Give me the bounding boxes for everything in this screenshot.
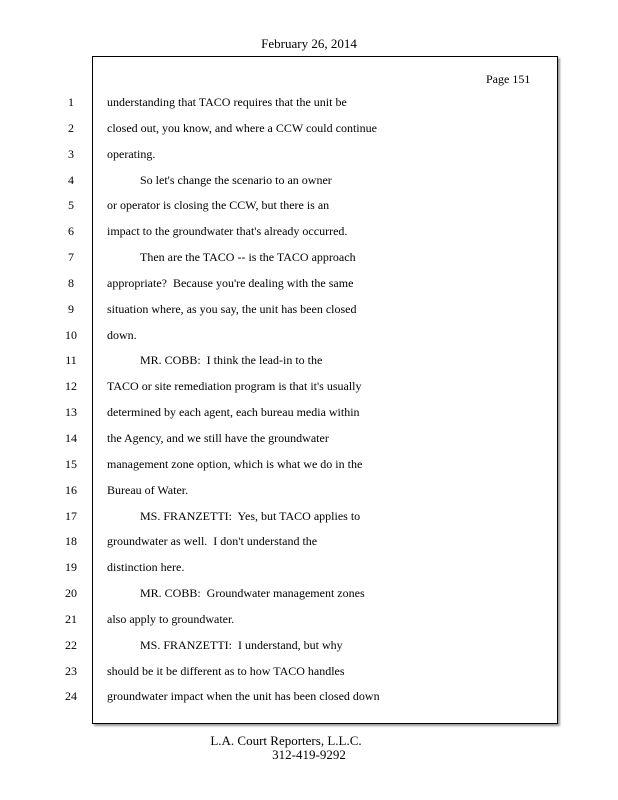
line-number: 2 xyxy=(68,120,74,135)
line-number: 4 xyxy=(68,172,74,187)
line-number: 12 xyxy=(65,379,77,394)
line-number: 3 xyxy=(68,146,74,161)
line-number: 18 xyxy=(65,534,77,549)
transcript-line: Bureau of Water. xyxy=(107,482,189,497)
transcript-line: MR. COBB: Groundwater management zones xyxy=(140,586,365,601)
line-number: 11 xyxy=(65,353,77,368)
transcript-line: or operator is closing the CCW, but there is an xyxy=(107,198,330,213)
line-number: 19 xyxy=(65,560,77,575)
transcript-text xyxy=(107,94,547,714)
footer-company: L.A. Court Reporters, L.L.C. xyxy=(210,733,362,748)
transcript-line: the Agency, and we still have the groundwater xyxy=(107,430,329,445)
line-number: 21 xyxy=(65,611,77,626)
page-number: Page 151 xyxy=(486,72,531,86)
footer-phone: 312-419-9292 xyxy=(272,747,346,762)
line-number: 23 xyxy=(65,663,77,678)
line-number: 15 xyxy=(65,456,77,471)
transcript-line: MS. FRANZETTI: Yes, but TACO applies to xyxy=(140,508,361,523)
line-number: 1 xyxy=(68,95,74,109)
transcript-line: understanding that TACO requires that the unit be xyxy=(107,95,347,109)
transcript-line: MR. COBB: I think the lead-in to the xyxy=(140,353,323,368)
line-number: 5 xyxy=(68,198,74,213)
line-number: 10 xyxy=(65,327,77,342)
transcript-line: operating. xyxy=(107,146,156,161)
line-number: 8 xyxy=(68,275,74,290)
transcript-line: closed out, you know, and where a CCW could continue xyxy=(107,120,377,135)
transcript-line: management zone option, which is what we do in the xyxy=(107,456,363,471)
transcript-line: impact to the groundwater that's already occurred. xyxy=(107,224,348,239)
transcript-line: MS. FRANZETTI: I understand, but why xyxy=(140,637,343,652)
transcript-line: So let's change the scenario to an owner xyxy=(140,172,332,187)
line-number: 14 xyxy=(65,430,77,445)
transcript-line: down. xyxy=(107,327,137,342)
line-number: 13 xyxy=(65,405,77,420)
line-number: 20 xyxy=(65,586,77,601)
line-number: 16 xyxy=(65,482,77,497)
line-number: 6 xyxy=(68,224,74,239)
line-number: 22 xyxy=(65,637,77,652)
transcript-line: distinction here. xyxy=(107,560,185,575)
transcript-line: determined by each agent, each bureau media within xyxy=(107,405,360,420)
line-number-column xyxy=(56,94,86,714)
transcript-line: groundwater as well. I don't understand the xyxy=(107,534,318,549)
line-number: 24 xyxy=(65,689,77,704)
line-number: 9 xyxy=(68,301,74,316)
transcript-line: groundwater impact when the unit has been closed down xyxy=(107,689,380,704)
transcript-line: also apply to groundwater. xyxy=(107,611,235,626)
transcript-line: should be it be different as to how TACO handles xyxy=(107,663,345,678)
line-number: 7 xyxy=(68,250,74,265)
transcript-line: TACO or site remediation program is that it's usually xyxy=(107,379,362,394)
line-number: 17 xyxy=(65,508,77,523)
header-date: February 26, 2014 xyxy=(261,36,357,51)
transcript-line: Then are the TACO -- is the TACO approach xyxy=(140,250,356,265)
transcript-line: appropriate? Because you're dealing with the same xyxy=(107,275,354,290)
transcript-line: situation where, as you say, the unit has been closed xyxy=(107,301,357,316)
